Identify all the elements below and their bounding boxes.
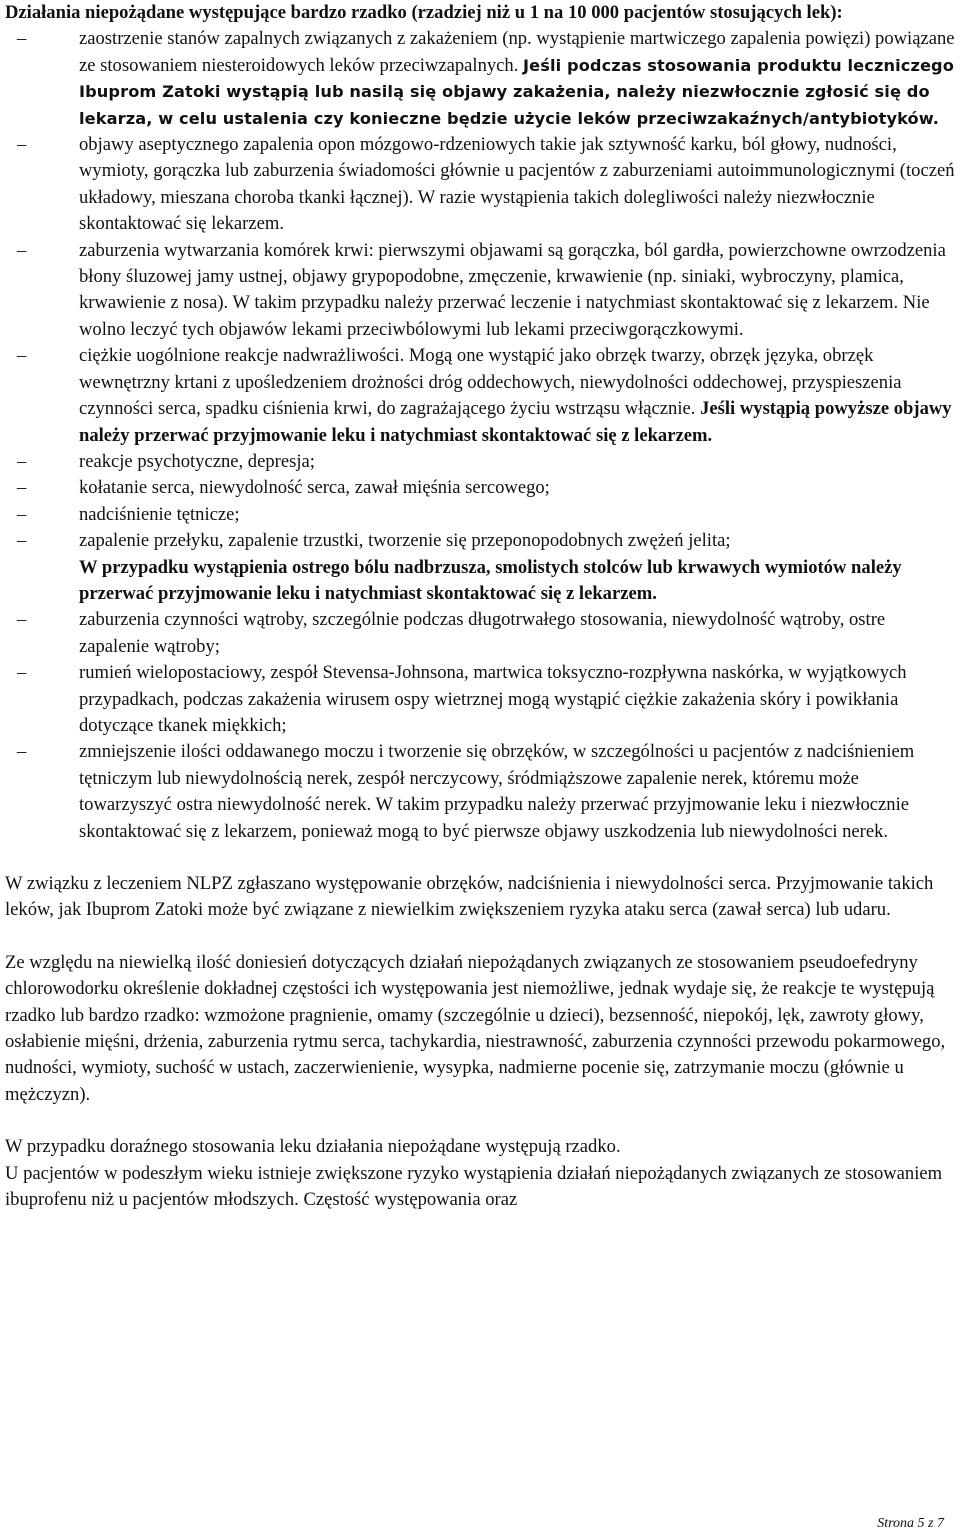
list-item [5, 343, 955, 449]
page-number: Strona 5 z 7 [877, 1516, 944, 1531]
paragraph-pseudoephedrine: Ze względu na niewielką ilość doniesień dotyczących działań niepożądanych związanych ze stosowaniem pseudoefedryny chlorowodorku określenie dokładnej częstości ich występowania jest niemożliwe, jednak wydaje się, że reakcje te występują rzadko lub bardzo rzadko: wzmożone pragnienie, omamy (szczególnie u dzieci), bezsenność, niepokój, lęk, zawroty głowy, osłabienie mięśni, drżenia, zaburzenia rytmu serca, tachykardia, niestrawność, zaburzenia czynności przewodu pokarmowego, nudności, wymioty, suchość w ustach, zaczerwienienie, wysypka, nadmierne pocenie się, zatrzymanie moczu (głównie u mężczyzn). [5, 951, 946, 1105]
list-item [5, 502, 955, 528]
dash-bullet: – [17, 239, 27, 261]
list-item [5, 528, 955, 554]
list-item-text: zmniejszenie ilości oddawanego moczu i tworzenie się obrzęków, w szczególności u pacjentów z nadciśnieniem tętniczym lub niewydolnością nerek, zespół nerczycowy, śródmiąższowe zapalenie nerek, któremu może towarzyszyć ostra niewydolność nerek. W takim przypadku należy przerwać przyjmowanie leku i niezwłocznie skontaktować się z lekarzem, ponieważ mogą to być pierwsze objawy uszkodzenia lub niewydolności nerek. [79, 741, 915, 842]
list-item-text: nadciśnienie tętnicze; [79, 503, 240, 525]
list-item-text: zaostrzenie stanów zapalnych związanych z zakażeniem (np. wystąpienie martwiczego zapalenia powięzi) powiązane ze stosowaniem niesteroidowych leków przeciwzapalnych. [79, 28, 955, 76]
dash-bullet: – [17, 609, 27, 631]
dash-bullet: – [17, 662, 27, 684]
list-item [5, 449, 955, 475]
list-item-text: zaburzenia czynności wątroby, szczególnie podczas długotrwałego stosowania, niewydolność wątroby, ostre zapalenie wątroby; [79, 609, 886, 657]
paragraph-short-term-use: W przypadku doraźnego stosowania leku działania niepożądane występują rzadko. [5, 1136, 621, 1158]
adverse-effects-list-1 [5, 26, 955, 554]
list-item [5, 660, 955, 739]
list-item-text: kołatanie serca, niewydolność serca, zawał mięśnia sercowego; [79, 477, 550, 499]
list-item-text: zapalenie przełyku, zapalenie trzustki, tworzenie się przeponopodobnych zwężeń jelita; [79, 530, 731, 552]
list-item [5, 475, 955, 501]
list-item [5, 238, 955, 344]
dash-bullet: – [17, 345, 27, 367]
dash-bullet: – [17, 450, 27, 472]
list-item [5, 739, 955, 845]
paragraph-nlpz: W związku z leczeniem NLPZ zgłaszano występowanie obrzęków, nadciśnienia i niewydolności serca. Przyjmowanie takich leków, jak Ibuprom Zatoki może być związane z niewielkim zwiększeniem ryzyka ataku serca (zawał serca) lub udaru. [5, 873, 934, 921]
dash-bullet: – [17, 477, 27, 499]
dash-bullet: – [17, 503, 27, 525]
spacer [5, 1108, 955, 1134]
list-item-text: objawy aseptycznego zapalenia opon mózgowo-rdzeniowych takie jak sztywność karku, ból głowy, nudności, wymioty, gorączka lub zaburzenia świadomości głównie u pacjentów z zaburzeniami autoimmunologicznymi (toczeń układowy, mieszana choroba tkanki łącznej). W razie wystąpienia takich dolegliwości należy niezwłocznie skontaktować się lekarzem. [79, 134, 955, 235]
dash-bullet: – [17, 134, 27, 156]
list-item-text: rumień wielopostaciowy, zespół Stevensa-Johnsona, martwica toksyczno-rozpływna naskórka, w wyjątkowych przypadkach, podczas zakażenia wirusem ospy wietrznej mogą wystąpić ciężkie zakażenia skóry i powikłania dotyczące tkanek miękkich; [79, 662, 907, 736]
spacer [5, 845, 955, 871]
list-item [5, 607, 955, 660]
list-item [5, 132, 955, 238]
paragraph-elderly: U pacjentów w podeszłym wieku istnieje zwiększone ryzyko wystąpienia działań niepożądanych związanych ze stosowaniem ibuprofenu niż u pacjentów młodszych. Częstość występowania oraz [5, 1162, 943, 1211]
dash-bullet: – [17, 741, 27, 763]
adverse-effects-list-2 [5, 607, 955, 845]
list-item-text: zaburzenia wytwarzania komórek krwi: pierwszymi objawami są gorączka, ból gardła, powierzchowne owrzodzenia błony śluzowej jamy ustnej, objawy grypopodobne, zmęczenie, krwawienie (np. siniaki, wybroczyny, plamica, krwawienie z nosa). W takim przypadku należy przerwać leczenie i natychmiast skontaktować się z lekarzem. Nie wolno leczyć tych objawów lekami przeciwbólowymi lub lekami przeciwgorączkowymi. [79, 239, 946, 340]
dash-bullet: – [17, 530, 27, 552]
section-heading: Działania niepożądane występujące bardzo rzadko (rzadziej niż u 1 na 10 000 pacjentów stosujących lek): [5, 2, 843, 23]
abdominal-pain-warning: W przypadku wystąpienia ostrego bólu nadbrzusza, smolistych stolców lub krwawych wymiotów należy przerwać przyjmowanie leku i natychmiast skontaktować się z lekarzem. [79, 556, 902, 604]
list-item-text: reakcje psychotyczne, depresja; [79, 450, 315, 472]
list-item-warning: Jeśli wystąpią powyższe objawy należy przerwać przyjmowanie leku i natychmiast skontaktować się z lekarzem. [79, 398, 952, 446]
list-item [5, 26, 955, 132]
list-item-warning: Jeśli podczas stosowania produktu leczniczego Ibuprom Zatoki wystąpią lub nasilą się objawy zakażenia, należy niezwłocznie zgłosić się do lekarza, w celu ustalenia czy konieczne będzie użycie leków przeciwzakaźnych/antybiotyków. [79, 55, 954, 128]
list-item-text: ciężkie uogólnione reakcje nadwrażliwości. Mogą one wystąpić jako obrzęk twarzy, obrzęk języka, obrzęk wewnętrzny krtani z upośledzeniem drożności dróg oddechowych, niewydolności oddechowej, przyspieszenia czynności serca, spadku ciśnienia krwi, do zagrażającego życiu wstrząsu włącznie. [79, 345, 902, 420]
spacer [5, 924, 955, 950]
document-page [5, 0, 955, 1213]
dash-bullet: – [17, 28, 27, 50]
